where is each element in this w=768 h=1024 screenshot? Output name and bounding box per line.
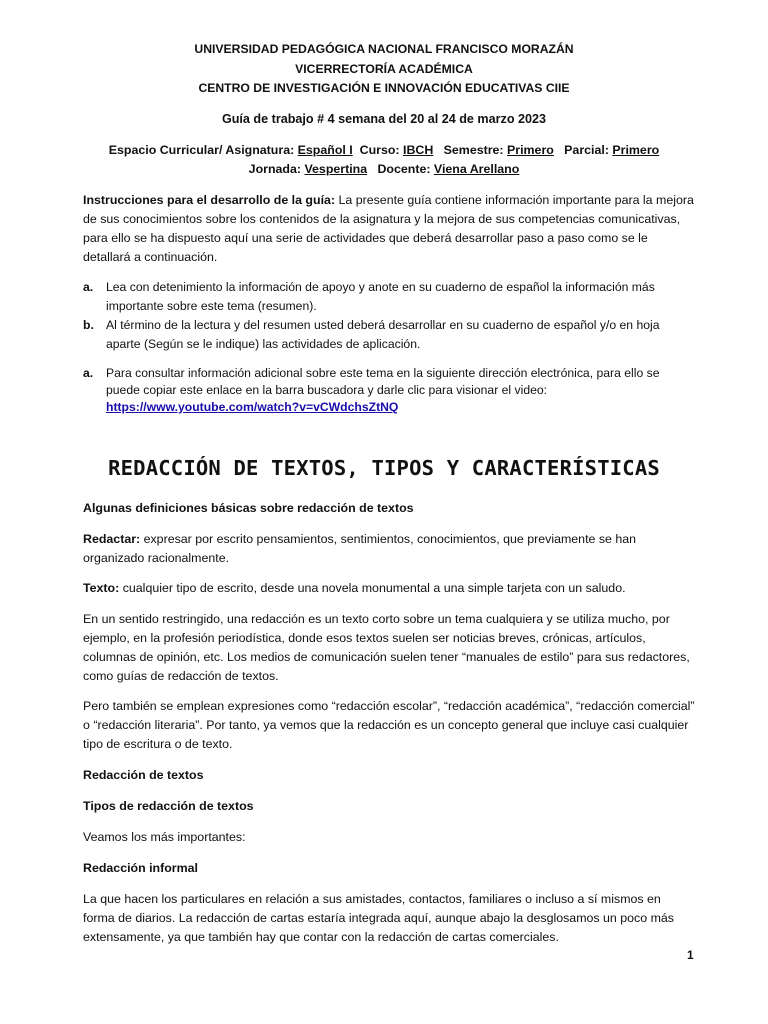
list-item-text: Lea con detenimiento la información de apoyo y anote en su cuaderno de español la información más importante sobre este tema (resumen). [106,280,655,313]
guide-title: Guía de trabajo # 4 semana del 20 al 24 de marzo 2023 [221,112,547,126]
main-title: REDACCIÓN DE TEXTOS, TIPOS Y CARACTERÍSTICAS [108,456,660,480]
heading-redaccion-informal: Redacción informal [83,861,198,875]
course-info-line [0,143,768,157]
instructions-text: La presente guía contiene información importante para la mejora de sus conocimientos sobre los contenidos de la asignatura y la mejora de sus competencias comunicativas, para ello se ha dispuesto aquí una serie de actividades que deberá desarrollar paso a paso como se le detallará a continuación. [83,193,694,264]
texto-text: cualquier tipo de escrito, desde una novela monumental a una simple tarjeta con un saludo. [119,581,626,595]
semestre-value: Primero [507,143,554,157]
page-number: 1 [687,948,694,962]
teacher-info-line [0,162,768,176]
list-marker: a. [83,366,94,380]
docente-value: Viena Arellano [433,162,520,176]
instructions-paragraph [83,191,695,267]
university-name: UNIVERSIDAD PEDAGÓGICA NACIONAL FRANCISCO MORAZÁN [194,42,574,56]
curso-value: IBCH [403,143,434,157]
subject-value: Español I [297,143,353,157]
veamos-line: Veamos los más importantes: [83,830,246,844]
list-item-link [83,365,695,416]
label-jornada: Jornada: [248,162,305,176]
paragraph-restricted-sense: En un sentido restringido, una redacción es un texto corto sobre un tema cualquiera y se utiliza mucho, por ejemplo, en la profesión periodística, donde esos textos suelen ser noticias breves, crónicas, artículos, columnas de opinión, etc. Los medios de comunicación suelen tener “manuales de estilo” para sus redactores, como guías de redacción de textos. [83,612,690,683]
label-docente: Docente: [367,162,434,176]
instructions-lead: Instrucciones para el desarrollo de la guía: [83,193,336,207]
heading-redaccion-textos: Redacción de textos [83,768,204,782]
paragraph-expressions: Pero también se emplean expresiones como “redacción escolar”, “redacción académica”, “redacción comercial” o “redacción literaria”. Por tanto, ya vemos que la redacción es un concepto general que incluye casi cualquier tipo de escritura o de texto. [83,699,695,751]
research-center: CENTRO DE INVESTIGACIÓN E INNOVACIÓN EDUCATIVAS CIIE [198,81,570,95]
definitions-heading: Algunas definiciones básicas sobre redacción de textos [83,501,414,515]
jornada-value: Vespertina [304,162,368,176]
list-marker: b. [83,318,94,332]
list-item [83,278,695,316]
list-item-text: Para consultar información adicional sobre este tema en la siguiente dirección electrónica, para ello se puede copiar este enlace en la barra buscadora y darle clic para visionar el video: [106,366,660,397]
list-item-text: Al término de la lectura y del resumen usted deberá desarrollar en su cuaderno de español y/o en hoja aparte (Según se le indique) las actividades de aplicación. [106,318,660,351]
youtube-link[interactable]: https://www.youtube.com/watch?v=vCWdchsZtNQ [106,400,399,414]
redactar-term: Redactar: [83,532,141,546]
texto-term: Texto: [83,581,120,595]
list-item [83,316,695,354]
vice-rectorate: VICERRECTORÍA ACADÉMICA [295,62,473,76]
redactar-text: expresar por escrito pensamientos, sentimientos, conocimientos, que previamente se han organizado racionalmente. [83,532,637,565]
redactar-definition [83,530,695,568]
label-parcial: Parcial: [553,143,613,157]
texto-definition [83,579,695,598]
label-space: Espacio Curricular/ Asignatura: [108,143,298,157]
label-curso: Curso: [352,143,404,157]
paragraph-informal: La que hacen los particulares en relación a sus amistades, contactos, familiares o incluso a sí mismos en forma de diarios. La redacción de cartas estaría integrada aquí, aunque abajo la desglosamos un poco más extensamente, ya que también hay que contar con la redacción de cartas comerciales. [83,892,674,944]
parcial-value: Primero [612,143,660,157]
label-semestre: Semestre: [433,143,508,157]
heading-tipos-redaccion: Tipos de redacción de textos [83,799,254,813]
list-marker: a. [83,280,94,294]
